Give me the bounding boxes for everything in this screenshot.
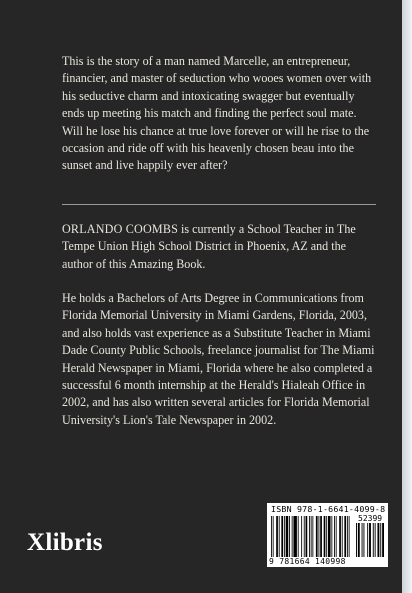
section-divider	[62, 204, 376, 205]
author-bio-details: He holds a Bachelors of Arts Degree in Communications from Florida Memorial University in Miami Gardens, Florida, 2003, and also holds vast experience as a Substitute Teacher in Miami Dade County Public Schools, freelance journalist for The Miami Herald Newspaper in Miami, Florida where he also completed a successful 6 month internship at the Herald's Hialeah Office in 2002, and has also written several articles for Florida Memorial University's Lion's Tale Newspaper in 2002.	[62, 291, 375, 427]
isbn-barcode	[267, 503, 388, 567]
publisher-logo: Xlibris	[27, 529, 103, 556]
ean-digits: 9 781664 140998	[269, 557, 346, 566]
page-edge	[402, 0, 412, 593]
author-bio-intro-text: is currently a School Teacher in The Tempe Union High School District in Phoenix, AZ and the author of this Amazing Book.	[62, 222, 356, 271]
author-bio-intro	[62, 221, 378, 273]
author-name: ORLANDO COOMBS	[62, 222, 179, 236]
price-addon-digits: 52399	[358, 514, 383, 523]
ean-barcode-bars	[271, 516, 353, 557]
addon-barcode-bars	[356, 523, 384, 557]
isbn-label: ISBN 978-1-6641-4099-8	[271, 504, 386, 514]
synopsis-paragraph: This is the story of a man named Marcelle, an entrepreneur, financier, and master of seduction who wooes women over with his seductive charm and intoxicating swagger but eventually ends up meeting his match and finding the perfect soul mate. Will he lose his chance at true love forever or will he rise to the occasion and ride off with his heavenly chosen beau into the sunset and live happily ever after?	[62, 54, 372, 173]
